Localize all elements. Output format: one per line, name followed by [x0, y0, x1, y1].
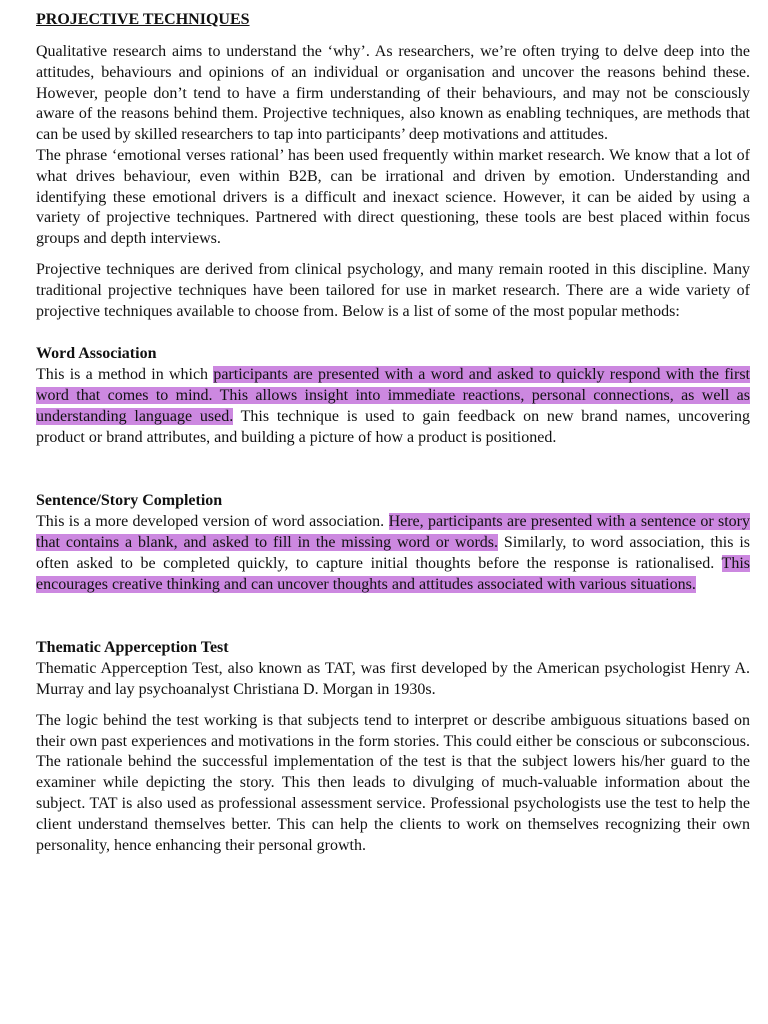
word-association-highlight-1: participants are presented with a word and asked to quickly respond with the first word that comes to mind. This allows insight into immediate reactions, personal connections, as well as understanding language used. [36, 366, 751, 425]
section-heading-sentence-completion: Sentence/Story Completion [36, 492, 223, 510]
sentence-completion-highlight-2: This encourages creative thinking and can uncover thoughts and attitudes associated with various situations. [36, 554, 750, 593]
page-title: PROJECTIVE TECHNIQUES [36, 11, 250, 28]
word-association-text-2: This technique is used to gain feedback on new brand names, uncovering product or brand attributes, and building a picture of how a product is positioned. [36, 407, 751, 446]
intro-paragraph-1: Qualitative research aims to understand the ‘why’. As researchers, we’re often trying to delve deep into the attitudes, behaviours and opinions of an individual or organisation and uncover the reasons behind these. However, people don’t tend to have a firm understanding of their behaviours, and may not be consciously aware of the reasons behind them. Projective techniques, also known as enabling techniques, are methods that can be used by skilled researchers to tap into participants’ deep motivations and attitudes. [36, 43, 750, 144]
word-association-paragraph [36, 365, 750, 448]
tat-paragraph-1: Thematic Apperception Test, also known as TAT, was first developed by the American psychologist Henry A. Murray and lay psychoanalyst Christiana D. Morgan in 1930s. [36, 660, 750, 698]
intro-paragraph-3: Projective techniques are derived from clinical psychology, and many remain rooted in this discipline. Many traditional projective techniques have been tailored for use in market research. There are a wide variety of projective techniques available to choose from. Below is a list of some of the most popular methods: [36, 260, 750, 320]
sentence-completion-highlight-1: Here, participants are presented with a sentence or story that contains a blank, and asked to fill in the missing word or words. [36, 513, 751, 551]
section-heading-tat: Thematic Apperception Test [36, 639, 229, 657]
sentence-completion-paragraph [36, 512, 750, 595]
intro-paragraph-2: The phrase ‘emotional verses rational’ has been used frequently within market research. We know that a lot of what drives behaviour, even within B2B, can be irrational and driven by emotion. Understanding and identifying these emotional drivers is a difficult and inexact science. However, it can be aided by using a variety of projective techniques. Partnered with direct questioning, these tools are best placed within focus groups and depth interviews. [36, 146, 750, 248]
word-association-text-1: This is a method in which [36, 366, 214, 384]
sentence-completion-text-1: This is a more developed version of word association. [36, 513, 389, 531]
section-heading-word-association: Word Association [36, 345, 157, 363]
tat-paragraph-2: The logic behind the test working is that subjects tend to interpret or describe ambiguous situations based on their own past experiences and motivations in the form stories. This could either be conscious or subconscious. The rationale behind the successful implementation of the test is that the subject lowers his/her guard to the examiner while depicting the story. This then leads to divulging of much-valuable information about the subject. TAT is also used as professional assessment service. Professional psychologists use the test to help the client understand themselves better. This can help the clients to work on themselves recognizing their own personality, hence enhancing their personal growth. [36, 711, 750, 854]
sentence-completion-text-2: Similarly, to word association, this is often asked to be completed quickly, to capture initial thoughts before the response is rationalised. [36, 533, 751, 572]
